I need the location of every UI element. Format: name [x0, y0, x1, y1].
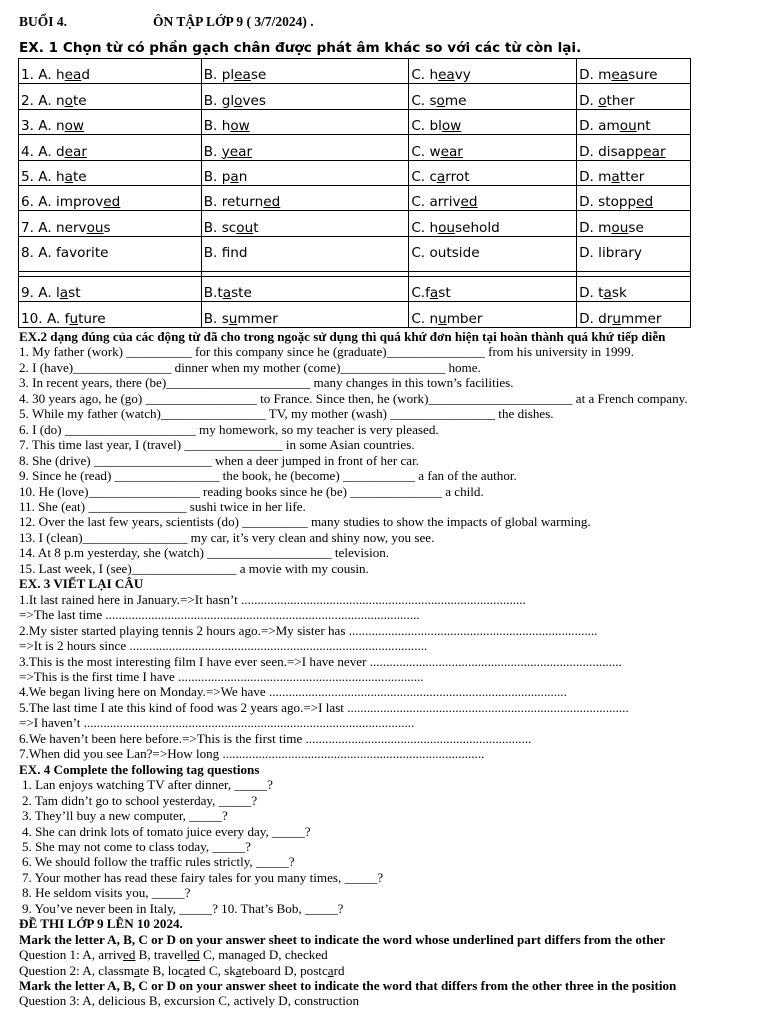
exercise-line: 2. I (have)_______________ dinner when my mother (come)________________ home.: [19, 359, 481, 375]
exercise-line: 10. He (love)_________________ reading books since he (be) ______________ a child.: [19, 483, 484, 499]
exercise-line: 4.We began living here on Monday.=>We have ...........................................................................................: [19, 684, 567, 700]
option-cell: B. returned: [201, 185, 409, 210]
exercise-line: =>This is the first time I have ...........................................................................: [19, 668, 424, 684]
section-heading: Mark the letter A, B, C or D on your answer sheet to indicate the word whose underlined part differs from the other: [19, 931, 666, 947]
option-cell: C. household: [409, 211, 577, 236]
exercise-line: 1. My father (work) __________ for this company since he (graduate)_______________ from his university in 1999.: [19, 344, 634, 360]
exercise-line: 2.My sister started playing tennis 2 hours ago.=>My sister has ............................................................................: [19, 622, 598, 638]
option-cell: 4. A. dear: [19, 135, 202, 160]
exercise-line: 5.The last time I ate this kind of food was 2 years ago.=>I last ......................................................................................: [19, 699, 629, 715]
exercise-lines: [19, 329, 764, 1009]
option-cell: D. library: [577, 236, 691, 271]
table-row: [19, 185, 691, 210]
table-row: [19, 160, 691, 185]
table-row: [19, 109, 691, 134]
exercise-line: 3.This is the most interesting film I have ever seen.=>I have never .............................................................................: [19, 653, 622, 669]
exercise-line: 2. Tam didn’t go to school yesterday, _____?: [22, 792, 258, 808]
document-header: [19, 14, 314, 30]
option-cell: C. carrot: [409, 160, 577, 185]
session-label: BUỔI 4.: [19, 14, 68, 29]
option-cell: D. stopped: [577, 185, 691, 210]
exercise-line: Question 2: A, classmate B, located C, skateboard D, postcard: [19, 962, 345, 978]
exercise-line: 8. She (drive) __________________ when a deer jumped in front of her car.: [19, 452, 419, 468]
exercise-line: 6.We haven’t been here before.=>This is the first time .....................................................................: [19, 730, 532, 746]
option-cell: D. amount: [577, 109, 691, 134]
exercise-line: 3. In recent years, there (be)______________________ many changes in this town’s facilities.: [19, 375, 514, 391]
option-cell: B. gloves: [201, 84, 409, 109]
exercise-line: 7. This time last year, I (travel) _______________ in some Asian countries.: [19, 437, 415, 453]
section-heading: EX.2 dạng đúng của các động từ đã cho trong ngoặc sử dụng thì quá khứ đơn hiện tại hoàn thành quá khứ tiếp diễn: [19, 329, 666, 344]
exercise-1-heading: EX. 1 Chọn từ có phần gạch chân được phát âm khác so với các từ còn lại.: [19, 40, 582, 56]
table-row: [19, 236, 691, 271]
exercise-line: 15. Last week, I (see)________________ a movie with my cousin.: [19, 560, 369, 576]
option-cell: C.fast: [409, 276, 577, 301]
exercise-line: =>The last time ................................................................................................: [19, 607, 420, 623]
section-heading: EX. 3 VIẾT LẠI CÂU: [19, 576, 144, 592]
exercise-line: 6. I (do) ____________________ my homework, so my teacher is very pleased.: [19, 421, 439, 437]
option-cell: C. outside: [409, 236, 577, 271]
exercise-line: 9. Since he (read) ________________ the book, he (become) ___________ a fan of the author.: [19, 468, 517, 484]
exercise-line: =>I haven’t .....................................................................................................: [19, 715, 415, 731]
exercise-line: Question 1: A, arrived B, travelled C, managed D, checked: [19, 947, 328, 963]
table-row: [19, 302, 691, 327]
exercise-line: 1. Lan enjoys watching TV after dinner, _____?: [22, 777, 273, 793]
exercise-line: 12. Over the last few years, scientists (do) __________ many studies to show the impacts of global warming.: [19, 514, 591, 530]
option-cell: B. find: [201, 236, 409, 271]
option-cell: D. other: [577, 84, 691, 109]
exercise-line: 7.When did you see Lan?=>How long ................................................................................: [19, 746, 485, 762]
option-cell: 10. A. future: [19, 302, 202, 327]
option-cell: D. mouse: [577, 211, 691, 236]
table-row: [19, 135, 691, 160]
option-cell: C. arrived: [409, 185, 577, 210]
exercise-line: 1.It last rained here in January.=>It hasn’t .......................................................................................: [19, 591, 526, 607]
option-cell: B. how: [201, 109, 409, 134]
section-heading: ĐỀ THI LỚP 9 LÊN 10 2024.: [19, 916, 183, 932]
option-cell: 5. A. hate: [19, 160, 202, 185]
exercise-line: =>It is 2 hours since ...........................................................................................: [19, 638, 428, 654]
table-row: [19, 276, 691, 301]
option-cell: 2. A. note: [19, 84, 202, 109]
exercise-line: 3. They’ll buy a new computer, _____?: [22, 808, 228, 824]
option-cell: D. measure: [577, 59, 691, 84]
option-cell: D. task: [577, 276, 691, 301]
option-cell: 3. A. now: [19, 109, 202, 134]
option-cell: B. summer: [201, 302, 409, 327]
option-cell: 1. A. head: [19, 59, 202, 84]
option-cell: C. some: [409, 84, 577, 109]
section-heading: Mark the letter A, B, C or D on your answer sheet to indicate the word that differs from the other three in the position: [19, 978, 677, 994]
option-cell: D. disappear: [577, 135, 691, 160]
option-cell: C. blow: [409, 109, 577, 134]
option-cell: B. pan: [201, 160, 409, 185]
exercise-line: 13. I (clean)________________ my car, it’s very clean and shiny now, you see.: [19, 529, 435, 545]
exercise-line: 6. We should follow the traffic rules strictly, _____?: [22, 854, 295, 870]
option-cell: 7. A. nervous: [19, 211, 202, 236]
exercise-line: 14. At 8 p.m yesterday, she (watch) ___________________ television.: [19, 545, 390, 561]
exercise-line: 5. She may not come to class today, _____?: [22, 838, 251, 854]
option-cell: B. year: [201, 135, 409, 160]
option-cell: B. please: [201, 59, 409, 84]
exercise-line: Question 3: A, delicious B, excursion C, actively D, construction: [19, 993, 360, 1009]
option-cell: D. matter: [577, 160, 691, 185]
exercise-line: 4. 30 years ago, he (go) _________________ to France. Since then, he (work)______________________ at a French company.: [19, 390, 688, 406]
option-cell: C. heavy: [409, 59, 577, 84]
option-cell: 9. A. last: [19, 276, 202, 301]
exercise-line: 7. Your mother has read these fairy tales for you many times, _____?: [22, 869, 384, 885]
exercise-line: 11. She (eat) _______________ sushi twice in her life.: [19, 498, 306, 514]
exercise-line: 9. You’ve never been in Italy, _____? 10. That’s Bob, _____?: [22, 900, 344, 916]
option-cell: D. drummer: [577, 302, 691, 327]
option-cell: B.taste: [201, 276, 409, 301]
table-row: [19, 59, 691, 84]
option-cell: C. wear: [409, 135, 577, 160]
document-title: ÔN TẬP LỚP 9 ( 3/7/2024) .: [153, 14, 314, 29]
pronunciation-table: [18, 58, 691, 328]
exercise-line: 8. He seldom visits you, _____?: [22, 885, 191, 901]
option-cell: B. scout: [201, 211, 409, 236]
exercise-line: 4. She can drink lots of tomato juice every day, _____?: [22, 823, 311, 839]
section-heading: EX. 4 Complete the following tag questions: [19, 761, 260, 777]
option-cell: 8. A. favorite: [19, 236, 202, 271]
option-cell: 6. A. improved: [19, 185, 202, 210]
exercise-line: 5. While my father (watch)________________ TV, my mother (wash) ________________ the dishes.: [19, 406, 554, 422]
table-row: [19, 211, 691, 236]
table-row: [19, 84, 691, 109]
option-cell: C. number: [409, 302, 577, 327]
